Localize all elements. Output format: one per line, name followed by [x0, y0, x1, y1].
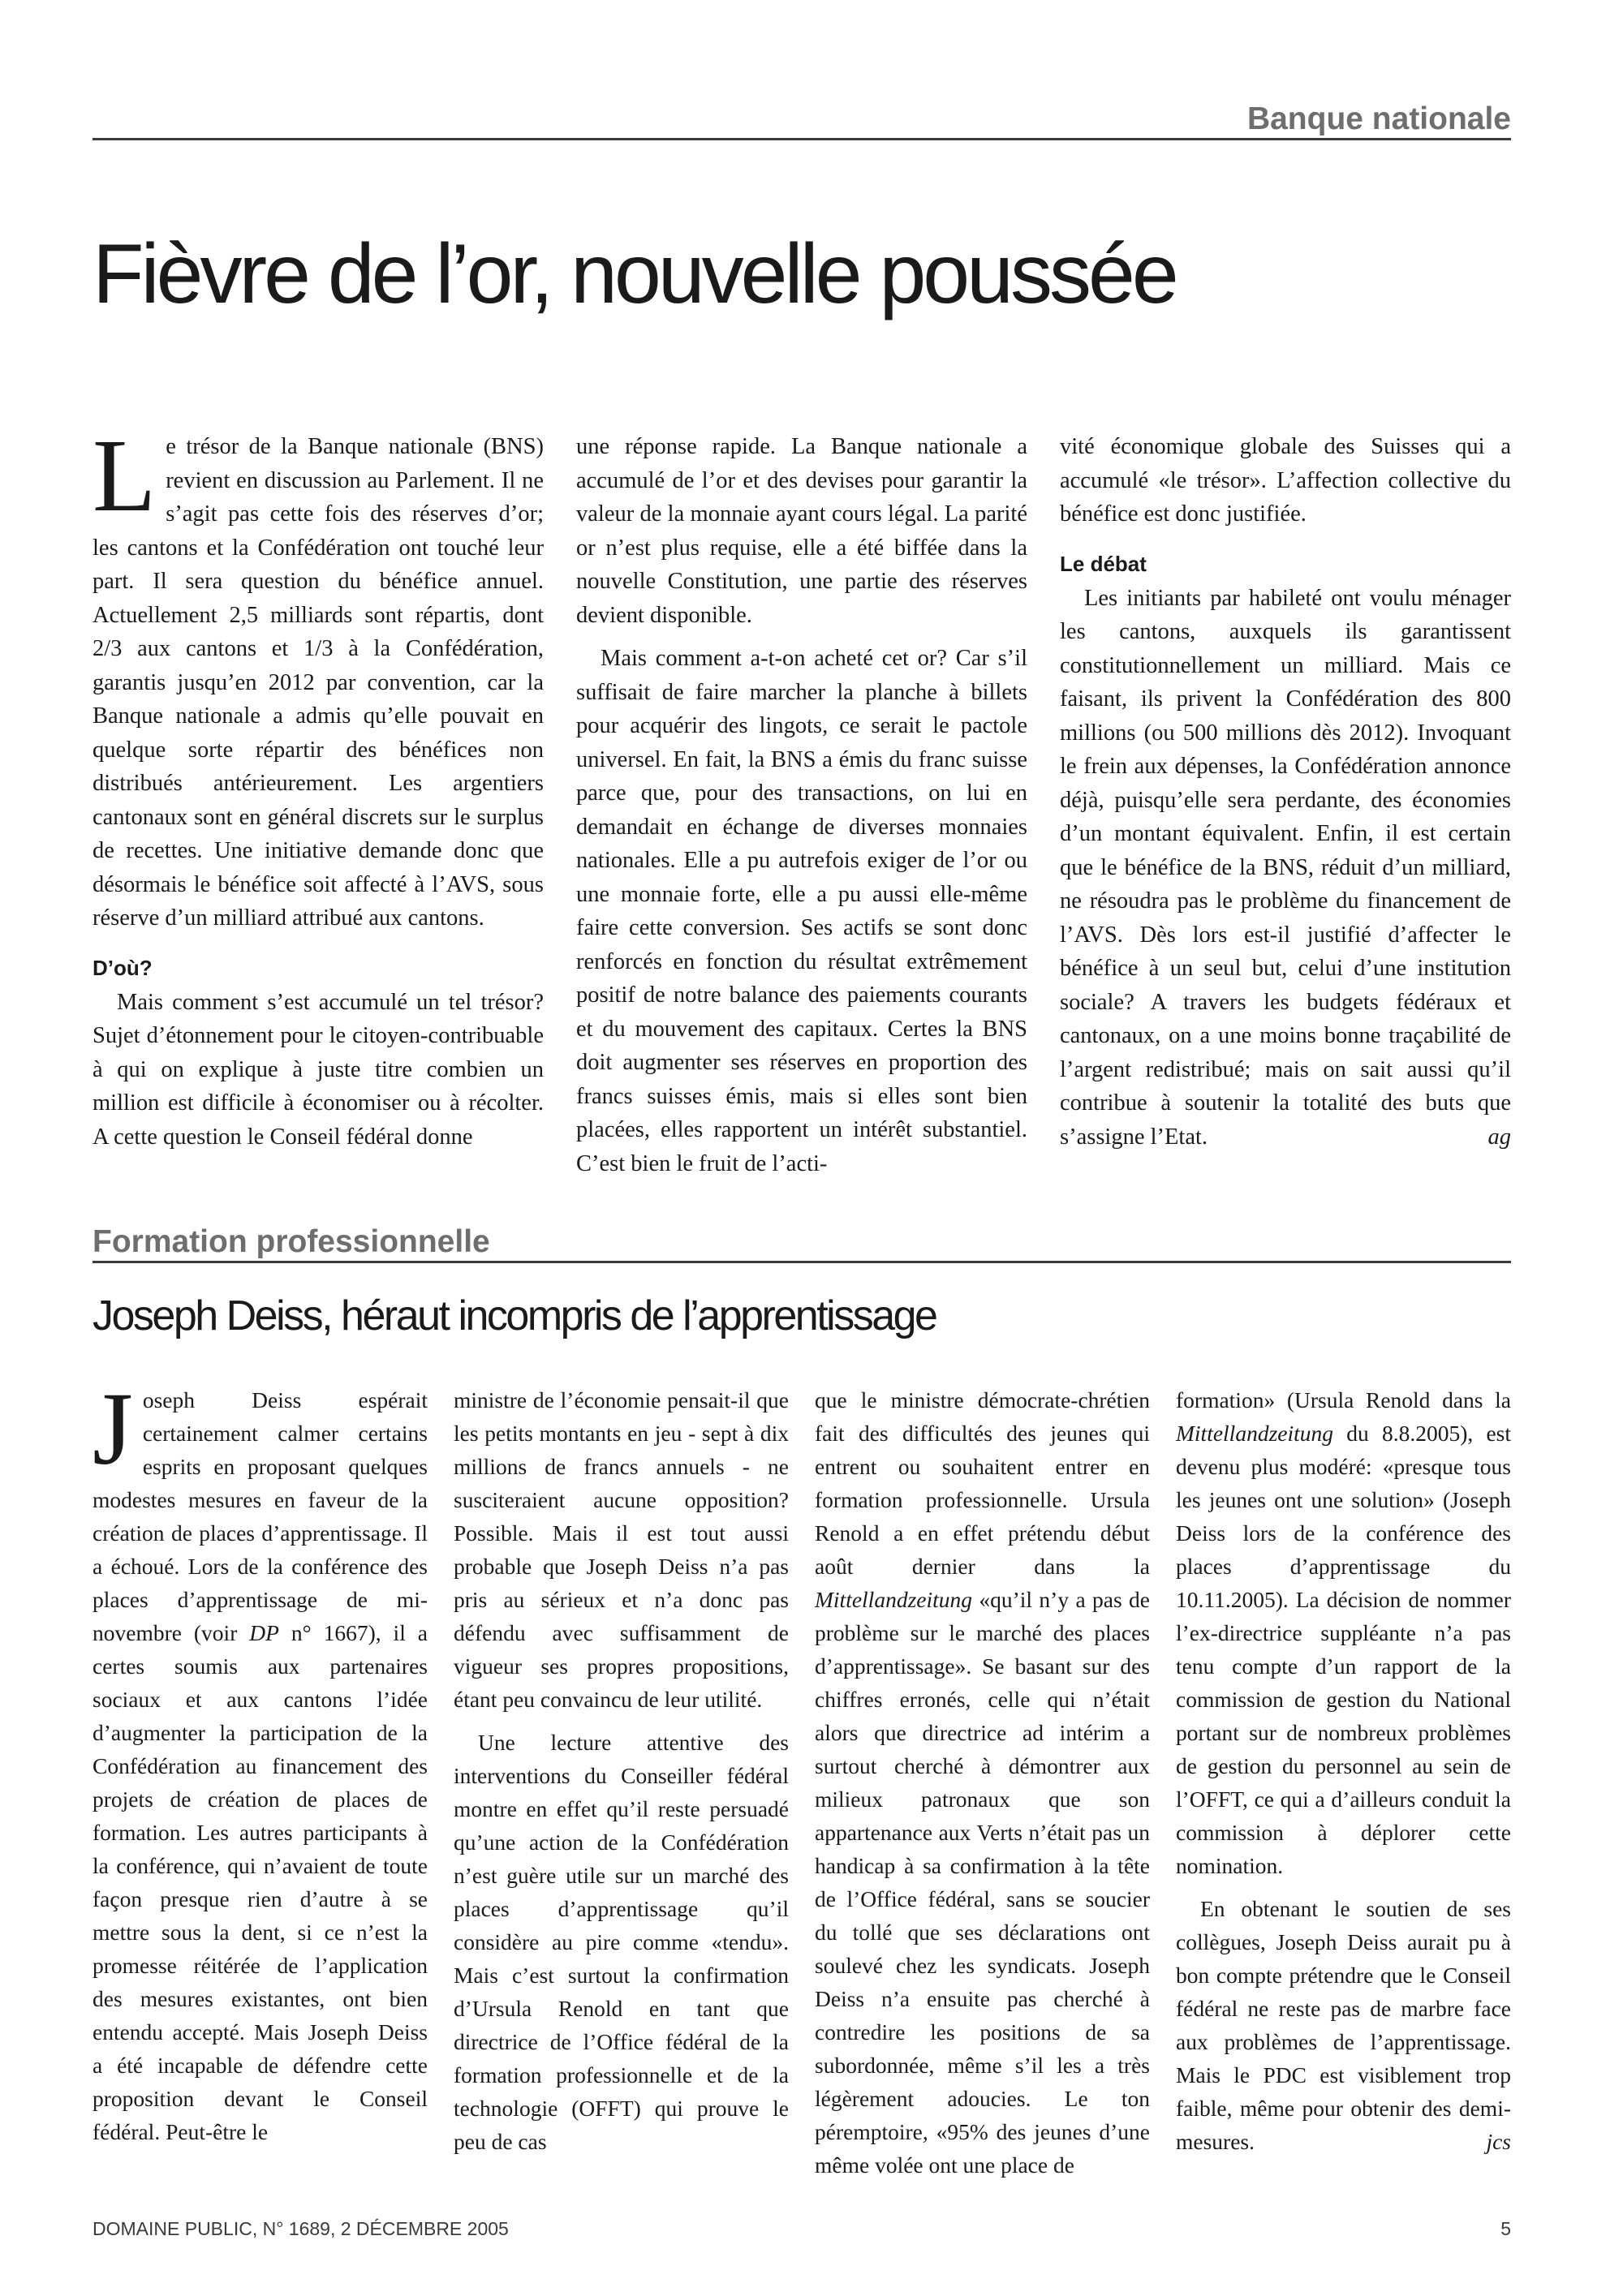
paragraph-text: que le ministre démocrate-chrétien fait des difficultés des jeunes qui entrent ou souhaitent entrer en formation professionnelle. Ursula Renold a en effet prétendu début août dernier dans la [815, 1387, 1150, 1579]
article-title-joseph-deiss: Joseph Deiss, héraut incompris de l’apprentissage [93, 1292, 936, 1339]
article-body-gold-fever [93, 418, 1511, 1176]
publication-info: DOMAINE PUBLIC, N° 1689, 2 DÉCEMBRE 2005 [93, 2218, 509, 2239]
page-footer [93, 2218, 1511, 2240]
article-column-4 [1176, 1383, 1511, 2162]
drop-cap: L [93, 418, 157, 533]
drop-cap: J [93, 1371, 133, 1486]
author-signature: ag [1487, 1124, 1511, 1150]
paragraph-text: Les initiants par habileté ont voulu ménager les cantons, auxquels ils garantissent constitutionnellement un milliard. Mais ce faisant, ils privent la Confédération des 800 millions (ou 500 millions dès 2012). Invoquant le frein aux dépenses, la Confédération annonce déjà, puisqu’elle sera perdante, des économies d’un montant équivalent. Enfin, il est certain que le bénéfice de la BNS, réduit d’un milliard, ne résoudra pas le problème du financement de l’AVS. Dès lors est-il justifié d’affecter le bénéfice à un seul but, celui d’une institution sociale? A travers les budgets fédéraux et cantonaux, on a une moins bonne traçabilité de l’argent redistribué; mais on sait aussi qu’il contribue à soutenir la totalité des buts que s’assigne l’Etat. [1060, 585, 1511, 1150]
publication-reference: DP [249, 1620, 279, 1645]
paragraph [1060, 582, 1511, 1154]
section-rubric-formation-professionnelle: Formation professionnelle [93, 1223, 1511, 1263]
paragraph-text: n° 1667), il a certes soumis aux partenaires sociaux et aux cantons l’idée d’augmenter la participation de la Confédération au financement des projets de création de places de formation. Les autres participants à la conférence, qui n’avaient de toute façon presque rien d’autre à se mettre sous la dent, si ce n’est la promesse réitérée de l’application des mesures existantes, ont bien entendu accepté. Mais Joseph Deiss a été incapable de défendre cette proposition devant le Conseil fédéral. Peut-être le [93, 1620, 428, 2144]
author-signature: jcs [1486, 2129, 1511, 2154]
paragraph [1176, 1892, 1511, 2158]
publication-reference: Mittellandzeitung [815, 1587, 973, 1612]
paragraph: une réponse rapide. La Banque nationale a accumulé de l’or et des devises pour garantir la valeur de la monnaie ayant cours légal. La parité or n’est plus requise, elle a été biffée dans la nouvelle Constitution, une partie des réserves devient disponible. [576, 434, 1027, 628]
paragraph-text: du 8.8.2005), est devenu plus modéré: «presque tous les jeunes ont une solution» (Joseph Deiss lors de la conférence des places d’apprentissage du 10.11.2005). La décision de nommer l’ex-directrice suppléante n’a pas tenu compte d’un rapport de la commission de gestion du National portant sur de nombreux problèmes de gestion du personnel au sein de l’OFFT, ce qui a d’ailleurs conduit la commission à déplorer cette nomination. [1176, 1421, 1511, 1878]
article-column-3 [815, 1383, 1150, 2178]
article-column-1 [93, 418, 544, 1170]
paragraph-text: formation» (Ursula Renold dans la [1176, 1387, 1511, 1412]
paragraph-text: e trésor de la Banque nationale (BNS) revient en discussion au Parlement. Il ne s’agit pas cette fois des réserves d’or; les cantons et la Confédération ont touché leur part. Il sera question du bénéfice annuel. Actuellement 2,5 milliards sont répartis, dont 2/3 aux cantons et 1/3 à la Confédération, garantis jusqu’en 2012 par convention, car la Banque nationale a admis qu’elle pouvait en quelque sorte répartir des bénéfices non distribués antérieurement. Les argentiers cantonaux sont en général discrets sur le surplus de recettes. Une initiative demande donc que désormais le bénéfice soit affecté à l’AVS, sous réserve d’un milliard attribué aux cantons. [93, 434, 544, 931]
article-column-3 [1060, 430, 1511, 1170]
page-number: 5 [1500, 2218, 1511, 2239]
article-column-2 [454, 1383, 789, 2162]
paragraph: vité économique globale des Suisses qui a accumulé «le trésor». L’affection collective du bénéfice est donc justifiée. [1060, 434, 1511, 527]
article-title-gold-fever: Fièvre de l’or, nouvelle poussée [93, 227, 1176, 321]
paragraph [93, 1371, 428, 2148]
paragraph: Une lecture attentive des interventions du Conseiller fédéral montre en effet qu’il reste persuadé qu’une action de la Confédération n’est guère utile sur un marché des places d’apprentissage qu’il considère au pire comme «tendu». Mais c’est surtout la confirmation d’Ursula Renold en tant que directrice de l’Office fédéral de la formation professionnelle et de la technologie (OFFT) qui prouve le peu de cas [454, 1730, 789, 2154]
paragraph-text: oseph Deiss espérait certainement calmer certains esprits en proposant quelques modestes mesures en faveur de la création de places d’apprentissage. Il a échoué. Lors de la conférence des places d’apprentissage de mi-novembre (voir [93, 1387, 428, 1645]
subheading-le-debat: Le débat [1060, 551, 1147, 576]
paragraph [1176, 1383, 1511, 1882]
paragraph [815, 1383, 1150, 2182]
paragraph-text: «qu’il n’y a pas de problème sur le marché des places d’apprentissage». Se basant sur des chiffres erronés, celle qui n’était alors que directrice ad intérim a surtout cherché à démontrer aux milieux patronaux que son appartenance aux Verts n’était pas un handicap à sa confirmation à la tête de l’Office fédéral, sans se soucier du tollé que ses déclarations ont soulevé chez les syndicats. Joseph Deiss n’a ensuite pas cherché à contredire les positions de sa subordonnée, même s’il les a très légèrement adoucies. Le ton péremptoire, «95% des jeunes d’une même volée ont une place de [815, 1587, 1150, 2178]
paragraph [93, 418, 544, 935]
paragraph: ministre de l’économie pensait-il que les petits montants en jeu - sept à dix millions de francs annuels - ne susciteraient aucune opposition? Possible. Mais il est tout aussi probable que Joseph Deiss n’a pas pris au sérieux et n’a donc pas défendu avec suffisamment de vigueur ses propres propositions, étant peu convaincu de leur utilité. [454, 1387, 789, 1712]
article-body-joseph-deiss [93, 1371, 1511, 2178]
subheading-dou: D’où? [93, 955, 153, 980]
section-rubric-banque-nationale: Banque nationale [93, 101, 1511, 140]
article-column-2 [576, 430, 1027, 1176]
paragraph-text: En obtenant le soutien de ses collègues, Joseph Deiss aurait pu à bon compte prétendre que le Conseil fédéral ne reste pas de marbre face aux problèmes de l’apprentissage. Mais le PDC est visiblement trop faible, même pour obtenir des demi-mesures. [1176, 1896, 1511, 2154]
publication-reference: Mittellandzeitung [1176, 1421, 1334, 1446]
paragraph: Mais comment s’est accumulé un tel trésor? Sujet d’étonnement pour le citoyen-contribuable à qui on explique à juste titre combien un million est difficile à économiser ou à récolter. A cette question le Conseil fédéral donne [93, 989, 544, 1150]
paragraph: Mais comment a-t-on acheté cet or? Car s’il suffisait de faire marcher la planche à billets pour acquérir des lingots, ce serait le pactole universel. En fait, la BNS a émis du franc suisse parce que, pour des transactions, on lui en demandait en échange de diverses monnaies nationales. Elle a pu autrefois exiger de l’or ou une monnaie forte, elle a pu aussi elle-même faire cette conversion. Ses actifs se sont donc renforcés en fonction du résultat extrêmement positif de notre balance des paiements courants et du mouvement des capitaux. Certes la BNS doit augmenter ses réserves en proportion des francs suisses émis, mais si elles sont bien placées, elles rapportent un intérêt substantiel. C’est bien le fruit de l’acti- [576, 646, 1027, 1176]
article-column-1 [93, 1371, 428, 2162]
